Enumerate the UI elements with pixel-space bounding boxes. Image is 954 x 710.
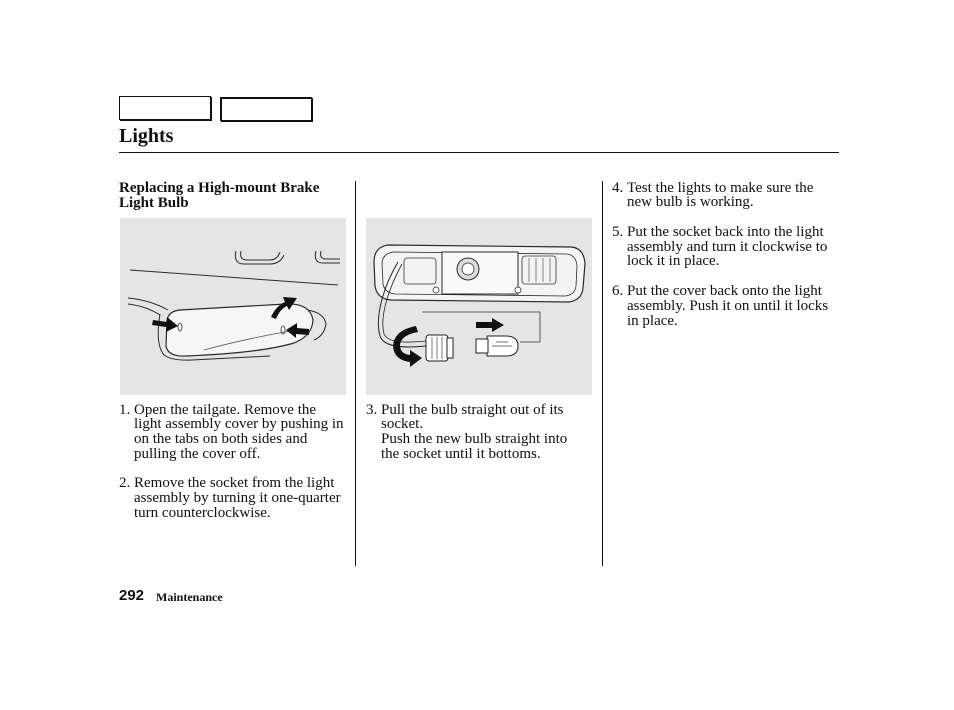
step-line: Remove the socket from the light (134, 475, 335, 492)
step-line: on the tabs on both sides and (134, 431, 308, 448)
step-3 (366, 403, 567, 462)
socket-mount (442, 252, 518, 294)
step-line: assembly and turn it clockwise to (627, 238, 828, 255)
page-title: Lights (119, 125, 174, 147)
step-4 (612, 181, 828, 211)
steps-column-1 (119, 403, 344, 521)
nav-button-1[interactable] (119, 96, 211, 120)
upper-bracket-left-inner (241, 251, 280, 260)
column-divider-2 (602, 181, 603, 566)
steps-column-2 (366, 403, 567, 462)
tailgate-lower-edge (128, 298, 168, 310)
upper-bracket-right-inner (321, 251, 340, 259)
step-line: Open the tailgate. Remove the (134, 401, 317, 418)
step-line: Put the cover back onto the light (627, 283, 822, 300)
step-line: assembly. Push it on until it locks (627, 297, 829, 314)
step-number: 1. (119, 401, 131, 418)
step-line: assembly by turning it one-quarter (134, 490, 341, 507)
pull-out-arrow-icon (476, 318, 504, 332)
footer-section-name: Maintenance (156, 590, 223, 604)
section-heading-line: Replacing a High-mount Brake (119, 180, 320, 196)
socket-hole-inner (462, 263, 474, 275)
tailgate-lower-edge-inner (128, 304, 160, 315)
nav-button-2[interactable] (220, 97, 312, 121)
step-line: lock it in place. (627, 253, 720, 270)
step-1 (119, 403, 344, 462)
step-line: Put the socket back into the light (627, 223, 824, 240)
mount-screw-left (433, 287, 439, 293)
step-line: Push the new bulb straight into (381, 431, 568, 448)
column-divider-1 (355, 181, 356, 566)
step-number: 4. (612, 179, 624, 196)
step-number: 2. (119, 475, 131, 492)
step-line: Pull the bulb straight out of its (381, 401, 564, 418)
step-line: turn counterclockwise. (134, 505, 271, 522)
step-line: new bulb is working. (627, 194, 754, 211)
tailgate-edge (130, 270, 338, 285)
page-number: 292 (119, 587, 145, 604)
bulb-replacement-illustration (366, 218, 592, 395)
bulb-base (476, 339, 488, 353)
step-2 (119, 476, 344, 520)
steps-column-3 (612, 181, 828, 329)
step-line: pulling the cover off. (134, 445, 261, 462)
step-5 (612, 225, 828, 269)
figure-replace-bulb (366, 218, 592, 395)
section-heading (119, 181, 319, 211)
upper-bracket-right (315, 251, 340, 263)
step-line: the socket until it bottoms. (381, 445, 541, 462)
step-line: Test the lights to make sure the (627, 179, 814, 196)
figure-remove-cover (120, 218, 346, 395)
tailgate-cover-illustration (120, 218, 346, 395)
mount-screw-right (515, 287, 521, 293)
section-heading-line: Light Bulb (119, 195, 189, 211)
title-rule (119, 152, 839, 153)
bulb-socket-flange (447, 338, 453, 358)
step-line: in place. (627, 312, 678, 329)
step-line: light assembly cover by pushing in (134, 416, 344, 433)
step-number: 6. (612, 283, 624, 300)
step-6 (612, 284, 828, 328)
step-line: socket. (381, 416, 424, 433)
step-number: 3. (366, 401, 378, 418)
step-number: 5. (612, 223, 624, 240)
